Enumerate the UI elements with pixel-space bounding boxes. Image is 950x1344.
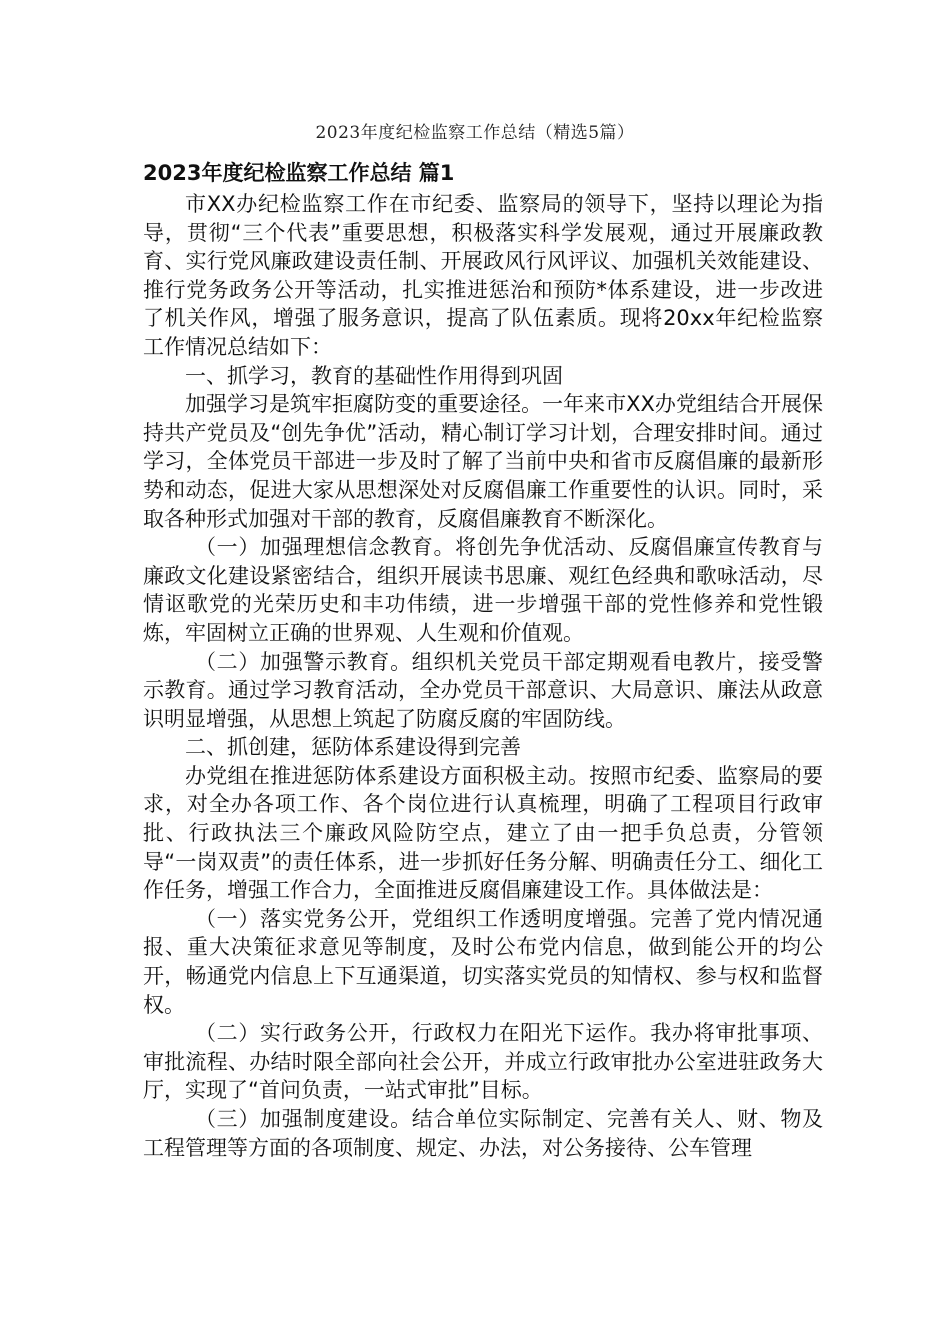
document-body [143, 157, 823, 1162]
section-heading: 2023年度纪检监察工作总结 篇1 [143, 161, 455, 185]
document-title: 2023年度纪检监察工作总结（精选5篇） [315, 123, 635, 143]
paragraph-government-affairs: （二）实行政务公开，行政权力在阳光下运作。我办将审批事项、审批流程、办结时限全部向社会公开，并成立行政审批办公室进驻政务大厅，实现了“首问负责，一站式审批”目标。 [143, 1021, 823, 1103]
paragraph-intro: 市XX办纪检监察工作在市纪委、监察局的领导下，坚持以理论为指导，贯彻“三个代表”重要思想，积极落实科学发展观，通过开展廉政教育、实行党风廉政建设责任制、开展政风行风评议、加强机关效能建设、推行党务政务公开等活动，扎实推进惩治和预防*体系建设，进一步改进了机关作风，增强了服务意识，提高了队伍素质。现将20xx年纪检监察工作情况总结如下： [143, 192, 823, 359]
paragraph-warning-education: （二）加强警示教育。组织机关党员干部定期观看电教片，接受警示教育。通过学习教育活动，全办党员干部意识、大局意识、廉法从政意识明显增强，从思想上筑起了防腐反腐的牢固防线。 [143, 649, 823, 731]
paragraph-system-building: （三）加强制度建设。结合单位实际制定、完善有关人、财、物及工程管理等方面的各项制度、规定、办法，对公务接待、公车管理 [143, 1107, 823, 1160]
subheading-creation: 二、抓创建，惩防体系建设得到完善 [185, 735, 521, 760]
subheading-study: 一、抓学习，教育的基础性作用得到巩固 [185, 363, 563, 388]
paragraph-party-affairs: （一）落实党务公开，党组织工作透明度增强。完善了党内情况通报、重大决策征求意见等制度，及时公布党内信息，做到能公开的均公开，畅通党内信息上下互通渠道，切实落实党员的知情权、参与权和监督权。 [143, 906, 823, 1017]
paragraph-creation: 办党组在推进惩防体系建设方面积极主动。按照市纪委、监察局的要求，对全办各项工作、各个岗位进行认真梳理，明确了工程项目行政审批、行政执法三个廉政风险防空点，建立了由一把手负总责，分管领导“一岗双责”的责任体系，进一步抓好任务分解、明确责任分工、细化工作任务，增强工作合力，全面推进反腐倡廉建设工作。具体做法是： [143, 763, 823, 903]
paragraph-ideals-education: （一）加强理想信念教育。将创先争优活动、反腐倡廉宣传教育与廉政文化建设紧密结合，组织开展读书思廉、观红色经典和歌咏活动，尽情讴歌党的光荣历史和丰功伟绩，进一步增强干部的党性修养和党性锻炼，牢固树立正确的世界观、人生观和价值观。 [143, 535, 823, 645]
paragraph-study: 加强学习是筑牢拒腐防变的重要途径。一年来市XX办党组结合开展保持共产党员及“创先争优”活动，精心制订学习计划，合理安排时间。通过学习，全体党员干部进一步及时了解了当前中央和省市反腐倡廉的最新形势和动态，促进大家从思想深处对反腐倡廉工作重要性的认识。同时，采取各种形式加强对干部的教育，反腐倡廉教育不断深化。 [143, 392, 823, 531]
